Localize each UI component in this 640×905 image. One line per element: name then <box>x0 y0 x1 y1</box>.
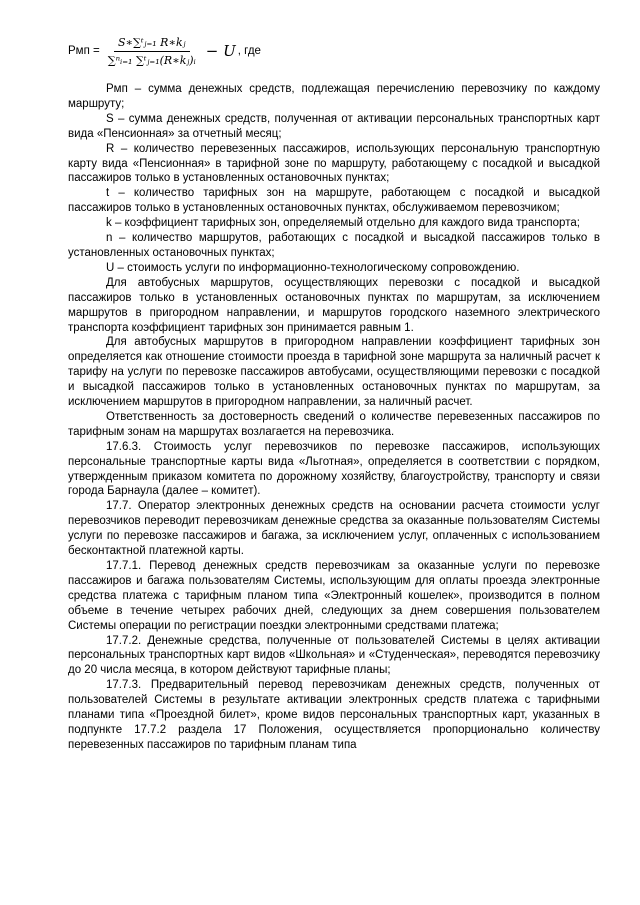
formula-numerator: S∗∑ᵗⱼ₌₁ R∗kⱼ <box>114 36 190 52</box>
paragraph-responsibility: Ответственность за достоверность сведений о количестве перевезенных пассажиров по тарифным зонам на маршрутах возлагается на перевозчика. <box>68 410 600 438</box>
formula-denominator: ∑ⁿᵢ₌₁ ∑ᵗⱼ₌₁(R∗kⱼ)ᵢ <box>107 53 196 67</box>
paragraph-17-7: 17.7. Оператор электронных денежных средств на основании расчета стоимости услуг перевозчиков переводит перевозчикам денежные средства за оказанные пользователям Системы услуги по перевозке пассажиров и багажа, за исключением услуг, оплаченных с использованием бесконтактной платежной карты. <box>68 500 600 558</box>
paragraph-k-definition: k – коэффициент тарифных зон, определяемый отдельно для каждого вида транспорта; <box>106 217 580 230</box>
paragraph-city-routes-coefficient: Для автобусных маршрутов, осуществляющих перевозки с посадкой и высадкой пассажиров только в установленных остановочных пунктах по маршрутам, за исключением маршрутов в пригородном направлении, и маршрутов городского наземного электрического транспорта коэффициент тарифных зон принимается равным 1. <box>68 276 600 334</box>
paragraph-17-6-3: 17.6.3. Стоимость услуг перевозчиков по перевозке пассажиров, использующих персональные транспортные карты вида «Льготная», определяется в соответствии с порядком, утвержденным приказом комитета по дорожному хозяйству, благоустройству, транспорту и связи города Барнаула (далее – комитет). <box>68 440 600 498</box>
paragraph-n-definition: n – количество маршрутов, работающих с посадкой и высадкой пассажиров только в установленных остановочных пунктах; <box>68 232 600 259</box>
document-page <box>68 22 600 753</box>
formula-lhs: Рмп = <box>68 45 100 57</box>
paragraph-17-7-2: 17.7.2. Денежные средства, полученные от пользователей Системы в целях активации персональных транспортных карт видов «Школьная» и «Студенческая», переводятся перевозчику до 20 числа месяца, в котором действуют тарифные планы; <box>68 634 600 677</box>
paragraph-t-definition: t – количество тарифных зон на маршруте, работающем с посадкой и высадкой пассажиров только в установленных остановочных пунктах, обслуживаемом перевозчиком; <box>68 187 600 215</box>
formula-fraction <box>104 36 200 67</box>
paragraph-u-definition: U – стоимость услуги по информационно-технологическому сопровождению. <box>106 261 520 274</box>
formula-minus-term: − U <box>205 42 236 60</box>
paragraph-suburban-coefficient: Для автобусных маршрутов в пригородном направлении коэффициент тарифных зон определяется как отношение стоимости проезда в тарифной зоне маршрута за наличный расчет к тарифу на услуги по перевозке пассажиров автобусами, осуществляющими перевозки с посадкой и высадкой пассажиров только в установленных остановочных пунктах по маршрутам, за исключением маршрутов в пригородном направлении, за наличный расчет. <box>68 336 600 409</box>
payment-formula <box>68 22 600 80</box>
paragraph-s-definition: S – сумма денежных средств, полученная от активации персональных транспортных карт вида «Пенсионная» за отчетный месяц; <box>68 112 600 140</box>
paragraph-rmp-definition: Рмп – сумма денежных средств, подлежащая перечислению перевозчику по каждому маршруту; <box>68 83 600 110</box>
paragraph-r-definition: R – количество перевезенных пассажиров, использующих персональную транспортную карту вида «Пенсионная» в тарифной зоне по маршруту, работающему с посадкой и высадкой пассажиров только в установленных остановочных пунктах; <box>68 142 600 185</box>
paragraph-17-7-1: 17.7.1. Перевод денежных средств перевозчикам за оказанные услуги по перевозке пассажиров и багажа пользователям Системы, использующим для оплаты проезда электронные средства платежа с тарифным планом типа «Электронный кошелек», производится в полном объеме в течение четырех рабочих дней, следующих за днем совершения пользователем Системы операции по регистрации поездки электронными средствами платежа; <box>68 560 600 632</box>
paragraph-17-7-3: 17.7.3. Предварительный перевод перевозчикам денежных средств, полученных от пользователей Системы в результате активации электронных средств платежа с тарифными планами типа «Проездной билет», кроме видов персональных транспортных карт, указанных в подпункте 17.7.2 раздела 17 Положения, осуществляется пропорционально количеству перевезенных пассажиров по тарифным планам типа <box>68 679 600 751</box>
formula-where: , где <box>237 45 261 57</box>
